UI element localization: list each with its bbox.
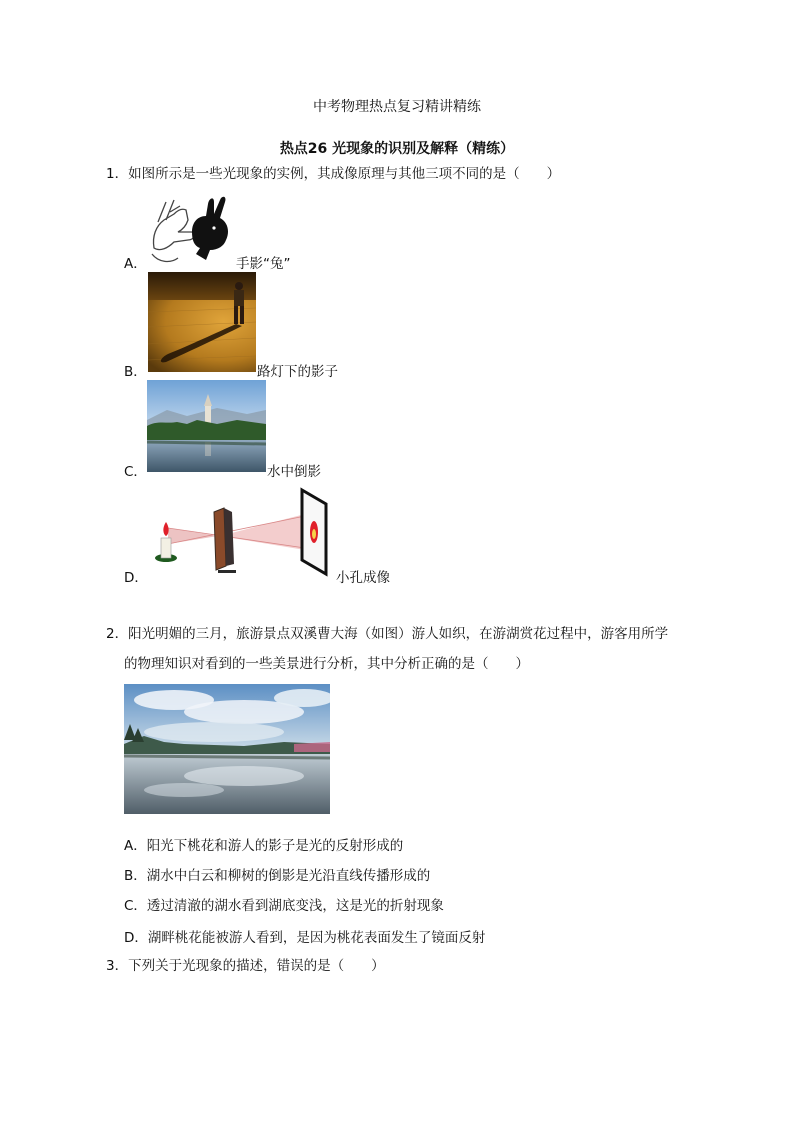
hand-shadow-rabbit-image (148, 192, 236, 270)
question-1-stem: 1．如图所示是一些光现象的实例，其成像原理与其他三项不同的是（ ） (106, 166, 561, 182)
q2-option-c: C．透过清澈的湖水看到湖底变浅，这是光的折射现象 (124, 898, 444, 914)
q1-option-a-letter: A． (124, 256, 147, 272)
street-lamp-shadow-image (148, 272, 256, 372)
q1-option-c-caption: 水中倒影 (267, 464, 321, 480)
question-2-stem-line-2: 的物理知识对看到的一些美景进行分析，其中分析正确的是（ ） (124, 656, 529, 672)
q1-option-d-letter: D． (124, 570, 148, 586)
q1-option-a-caption: 手影“兔” (236, 256, 291, 272)
q2-option-a: A．阳光下桃花和游人的影子是光的反射形成的 (124, 838, 404, 854)
q1-option-b-letter: B． (124, 364, 147, 380)
document-header: 中考物理热点复习精讲精练 (313, 99, 481, 115)
q2-option-b: B．湖水中白云和柳树的倒影是光沿直线传播形成的 (124, 868, 431, 884)
water-reflection-image (147, 380, 266, 472)
lake-landscape-image (124, 684, 330, 814)
q1-option-b-caption: 路灯下的影子 (257, 364, 338, 380)
question-2-stem-line-1: 2．阳光明媚的三月，旅游景点双溪曹大海（如图）游人如织，在游湖赏花过程中，游客用所学 (106, 626, 669, 642)
document-title: 热点26 光现象的识别及解释（精练） (279, 141, 515, 157)
q1-option-c-letter: C． (124, 464, 147, 480)
pinhole-imaging-diagram (150, 486, 334, 578)
question-3-stem: 3．下列关于光现象的描述，错误的是（ ） (106, 958, 385, 974)
q2-option-d: D．湖畔桃花能被游人看到，是因为桃花表面发生了镜面反射 (124, 930, 486, 946)
q1-option-d-caption: 小孔成像 (336, 570, 390, 586)
